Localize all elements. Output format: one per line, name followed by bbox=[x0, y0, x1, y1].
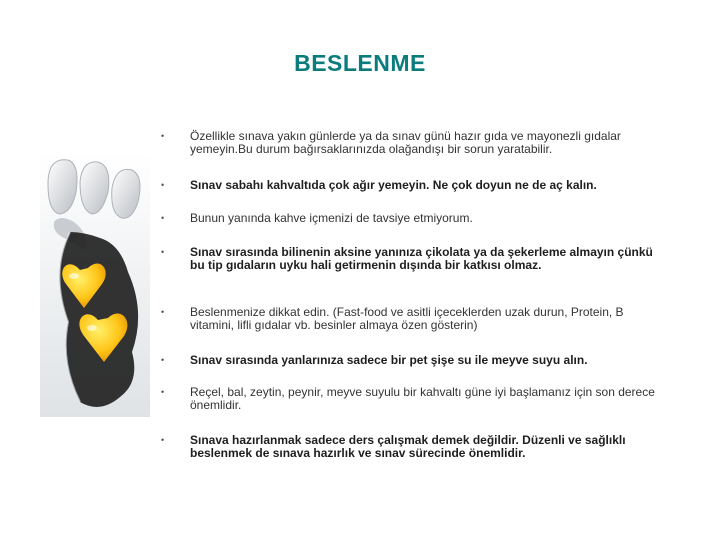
bullet-marker: • bbox=[161, 387, 165, 397]
bullet-text: Sınav sırasında yanlarınıza sadece bir pet şişe su ile meyve suyu alın. bbox=[190, 353, 588, 367]
bullet-text: Sınava hazırlanmak sadece ders çalışmak demek değildir. Düzenli ve sağlıklı beslenmek de sınava hazırlık ve sınav sürecinde önemlidir. bbox=[190, 433, 626, 460]
bullet-marker: • bbox=[161, 213, 165, 223]
eggs-illustration bbox=[40, 152, 150, 417]
bullet-text: Özellikle sınava yakın günlerde ya da sınav günü hazır gıda ve mayonezli gıdalar yemeyin.Bu durum bağırsaklarınızda olağandışı bir sorun yaratabilir. bbox=[190, 129, 621, 156]
eggs-heart-yolk-image bbox=[40, 152, 150, 417]
bullet-text: Sınav sırasında bilinenin aksine yanınıza çikolata ya da şekerleme almayın çünkü bu tip gıdaların uyku hali getirmenin dışında bir katkısı olmaz. bbox=[190, 245, 653, 272]
bullet-text: Reçel, bal, zeytin, peynir, meyve suyulu bir kahvaltı güne iyi başlamanız için son derece önemlidir. bbox=[190, 385, 655, 412]
bullet-marker: • bbox=[161, 247, 165, 257]
bullet-marker: • bbox=[161, 131, 165, 141]
bullet-marker: • bbox=[161, 435, 165, 445]
bullet-marker: • bbox=[161, 355, 165, 365]
bullet-text: Bunun yanında kahve içmenizi de tavsiye etmiyorum. bbox=[190, 211, 473, 225]
bullet-text: Beslenmenize dikkat edin. (Fast-food ve asitli içeceklerden uzak durun, Protein, B vitamini, lifli gıdalar vb. besinler almaya özen gösterin) bbox=[190, 305, 624, 332]
slide-title: BESLENME bbox=[294, 50, 426, 76]
bullet-marker: • bbox=[161, 180, 165, 190]
bullet-text: Sınav sabahı kahvaltıda çok ağır yemeyin. Ne çok doyun ne de aç kalın. bbox=[190, 178, 597, 192]
bullet-marker: • bbox=[161, 307, 165, 317]
